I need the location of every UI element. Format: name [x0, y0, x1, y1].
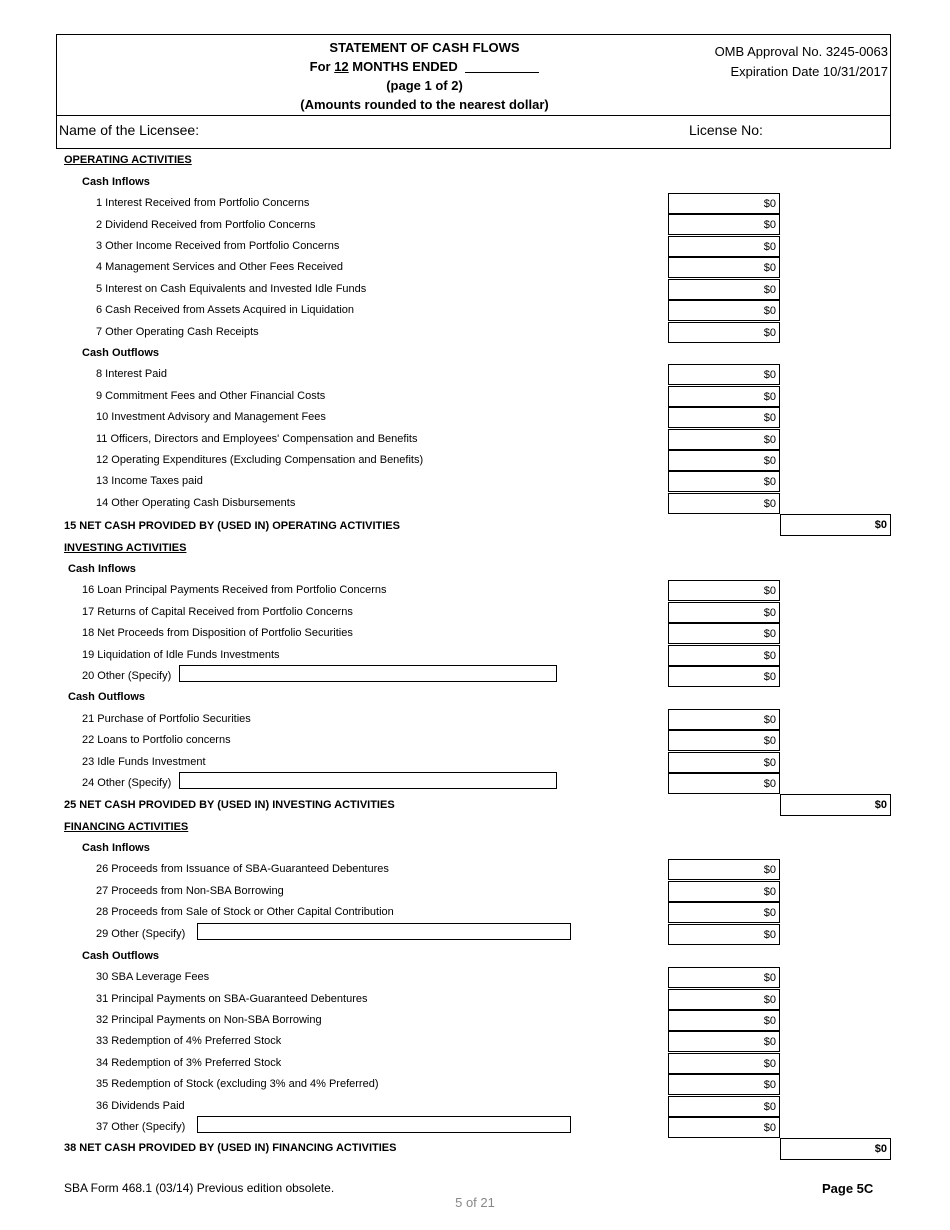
- line-label: 33 Redemption of 4% Preferred Stock: [96, 1035, 282, 1047]
- period-end-field[interactable]: [465, 59, 539, 73]
- months-suffix: MONTHS ENDED: [352, 59, 458, 74]
- line-label: 30 SBA Leverage Fees: [96, 971, 210, 983]
- line-label: 23 Idle Funds Investment: [82, 756, 206, 768]
- amount-field[interactable]: $0: [668, 989, 780, 1010]
- line-label: 21 Purchase of Portfolio Securities: [82, 713, 251, 725]
- license-no-label: License No:: [689, 122, 763, 138]
- amount-field[interactable]: $0: [668, 1117, 780, 1138]
- line-label: 22 Loans to Portfolio concerns: [82, 734, 231, 746]
- financing-heading: FINANCING ACTIVITIES: [64, 821, 189, 833]
- line-label: 11 Officers, Directors and Employees' Compensation and Benefits: [96, 433, 418, 445]
- operating-net-label: 15 NET CASH PROVIDED BY (USED IN) OPERATING ACTIVITIES: [64, 520, 400, 532]
- line-label: 9 Commitment Fees and Other Financial Costs: [96, 390, 326, 402]
- amount-field[interactable]: $0: [668, 429, 780, 450]
- operating-outflows-label: Cash Outflows: [82, 347, 160, 359]
- amount-field[interactable]: $0: [668, 1031, 780, 1052]
- for-prefix: For: [309, 59, 331, 74]
- period-line: [267, 57, 582, 76]
- investing-outflows-label: Cash Outflows: [68, 691, 146, 703]
- investing-net-total: $0: [780, 794, 891, 816]
- line-label: 8 Interest Paid: [96, 368, 167, 380]
- amount-field[interactable]: $0: [668, 407, 780, 428]
- amount-field[interactable]: $0: [668, 214, 780, 235]
- amount-field[interactable]: $0: [668, 967, 780, 988]
- amount-field[interactable]: $0: [668, 279, 780, 300]
- line-label: 34 Redemption of 3% Preferred Stock: [96, 1057, 282, 1069]
- line-label: 10 Investment Advisory and Management Fees: [96, 411, 326, 423]
- line-label: 20 Other (Specify): [82, 670, 172, 682]
- financing-inflows-label: Cash Inflows: [82, 842, 150, 854]
- investing-net-label: 25 NET CASH PROVIDED BY (USED IN) INVESTING ACTIVITIES: [64, 799, 395, 811]
- page-count: 5 of 21: [455, 1195, 495, 1210]
- line-label: 2 Dividend Received from Portfolio Concerns: [96, 219, 316, 231]
- amount-field[interactable]: $0: [668, 1096, 780, 1117]
- line-label: 17 Returns of Capital Received from Portfolio Concerns: [82, 606, 353, 618]
- line-label: 24 Other (Specify): [82, 777, 172, 789]
- omb-info: [715, 42, 888, 82]
- other-specify-input[interactable]: [197, 923, 571, 940]
- amount-field[interactable]: $0: [668, 666, 780, 687]
- line-label: 37 Other (Specify): [96, 1121, 186, 1133]
- amount-field[interactable]: $0: [668, 623, 780, 644]
- page-label: Page 5C: [822, 1181, 874, 1196]
- page-of: (page 1 of 2): [386, 78, 463, 93]
- line-label: 3 Other Income Received from Portfolio Concerns: [96, 240, 340, 252]
- header-divider: [57, 115, 890, 116]
- other-specify-input[interactable]: [197, 1116, 571, 1133]
- line-label: 6 Cash Received from Assets Acquired in Liquidation: [96, 304, 355, 316]
- form-header: [56, 34, 891, 149]
- title-block: [267, 38, 582, 114]
- line-label: 13 Income Taxes paid: [96, 475, 203, 487]
- amount-field[interactable]: $0: [668, 471, 780, 492]
- amount-field[interactable]: $0: [668, 493, 780, 514]
- expiration-date: Expiration Date 10/31/2017: [730, 64, 888, 79]
- line-label: 19 Liquidation of Idle Funds Investments: [82, 649, 280, 661]
- amount-field[interactable]: $0: [668, 1053, 780, 1074]
- amount-field[interactable]: $0: [668, 773, 780, 794]
- amounts-note: (Amounts rounded to the nearest dollar): [300, 97, 549, 112]
- amount-field[interactable]: $0: [668, 322, 780, 343]
- amount-field[interactable]: $0: [668, 364, 780, 385]
- amount-field[interactable]: $0: [668, 193, 780, 214]
- line-label: 26 Proceeds from Issuance of SBA-Guaranteed Debentures: [96, 863, 389, 875]
- amount-field[interactable]: $0: [668, 1010, 780, 1031]
- line-label: 1 Interest Received from Portfolio Concerns: [96, 197, 310, 209]
- other-specify-input[interactable]: [179, 665, 557, 682]
- licensee-label: Name of the Licensee:: [59, 122, 200, 138]
- amount-field[interactable]: $0: [668, 709, 780, 730]
- line-label: 5 Interest on Cash Equivalents and Invested Idle Funds: [96, 283, 367, 295]
- operating-net-total: $0: [780, 514, 891, 536]
- line-label: 28 Proceeds from Sale of Stock or Other Capital Contribution: [96, 906, 394, 918]
- line-label: 35 Redemption of Stock (excluding 3% and 4% Preferred): [96, 1078, 379, 1090]
- amount-field[interactable]: $0: [668, 881, 780, 902]
- line-label: 14 Other Operating Cash Disbursements: [96, 497, 296, 509]
- amount-field[interactable]: $0: [668, 1074, 780, 1095]
- amount-field[interactable]: $0: [668, 924, 780, 945]
- amount-field[interactable]: $0: [668, 859, 780, 880]
- financing-outflows-label: Cash Outflows: [82, 950, 160, 962]
- amount-field[interactable]: $0: [668, 450, 780, 471]
- amount-field[interactable]: $0: [668, 602, 780, 623]
- line-label: 4 Management Services and Other Fees Received: [96, 261, 344, 273]
- line-label: 27 Proceeds from Non-SBA Borrowing: [96, 885, 284, 897]
- months-value: 12: [334, 59, 349, 74]
- amount-field[interactable]: $0: [668, 257, 780, 278]
- amount-field[interactable]: $0: [668, 580, 780, 601]
- investing-inflows-label: Cash Inflows: [68, 563, 136, 575]
- amount-field[interactable]: $0: [668, 236, 780, 257]
- amount-field[interactable]: $0: [668, 902, 780, 923]
- line-label: 29 Other (Specify): [96, 928, 186, 940]
- line-label: 7 Other Operating Cash Receipts: [96, 326, 259, 338]
- investing-heading: INVESTING ACTIVITIES: [64, 542, 187, 554]
- financing-net-total: $0: [780, 1138, 891, 1160]
- other-specify-input[interactable]: [179, 772, 557, 789]
- amount-field[interactable]: $0: [668, 386, 780, 407]
- financing-net-label: 38 NET CASH PROVIDED BY (USED IN) FINANCING ACTIVITIES: [64, 1142, 397, 1154]
- amount-field[interactable]: $0: [668, 645, 780, 666]
- form-id: SBA Form 468.1 (03/14) Previous edition obsolete.: [64, 1181, 335, 1195]
- statement-title: STATEMENT OF CASH FLOWS: [329, 40, 520, 55]
- line-label: 12 Operating Expenditures (Excluding Compensation and Benefits): [96, 454, 424, 466]
- amount-field[interactable]: $0: [668, 730, 780, 751]
- line-label: 16 Loan Principal Payments Received from Portfolio Concerns: [82, 584, 387, 596]
- omb-approval: OMB Approval No. 3245-0063: [714, 44, 888, 59]
- amount-field[interactable]: $0: [668, 300, 780, 321]
- line-label: 18 Net Proceeds from Disposition of Portfolio Securities: [82, 627, 353, 639]
- operating-heading: OPERATING ACTIVITIES: [64, 154, 192, 166]
- amount-field[interactable]: $0: [668, 752, 780, 773]
- line-label: 36 Dividends Paid: [96, 1100, 185, 1112]
- operating-inflows-label: Cash Inflows: [82, 176, 150, 188]
- line-label: 31 Principal Payments on SBA-Guaranteed Debentures: [96, 993, 368, 1005]
- line-label: 32 Principal Payments on Non-SBA Borrowing: [96, 1014, 322, 1026]
